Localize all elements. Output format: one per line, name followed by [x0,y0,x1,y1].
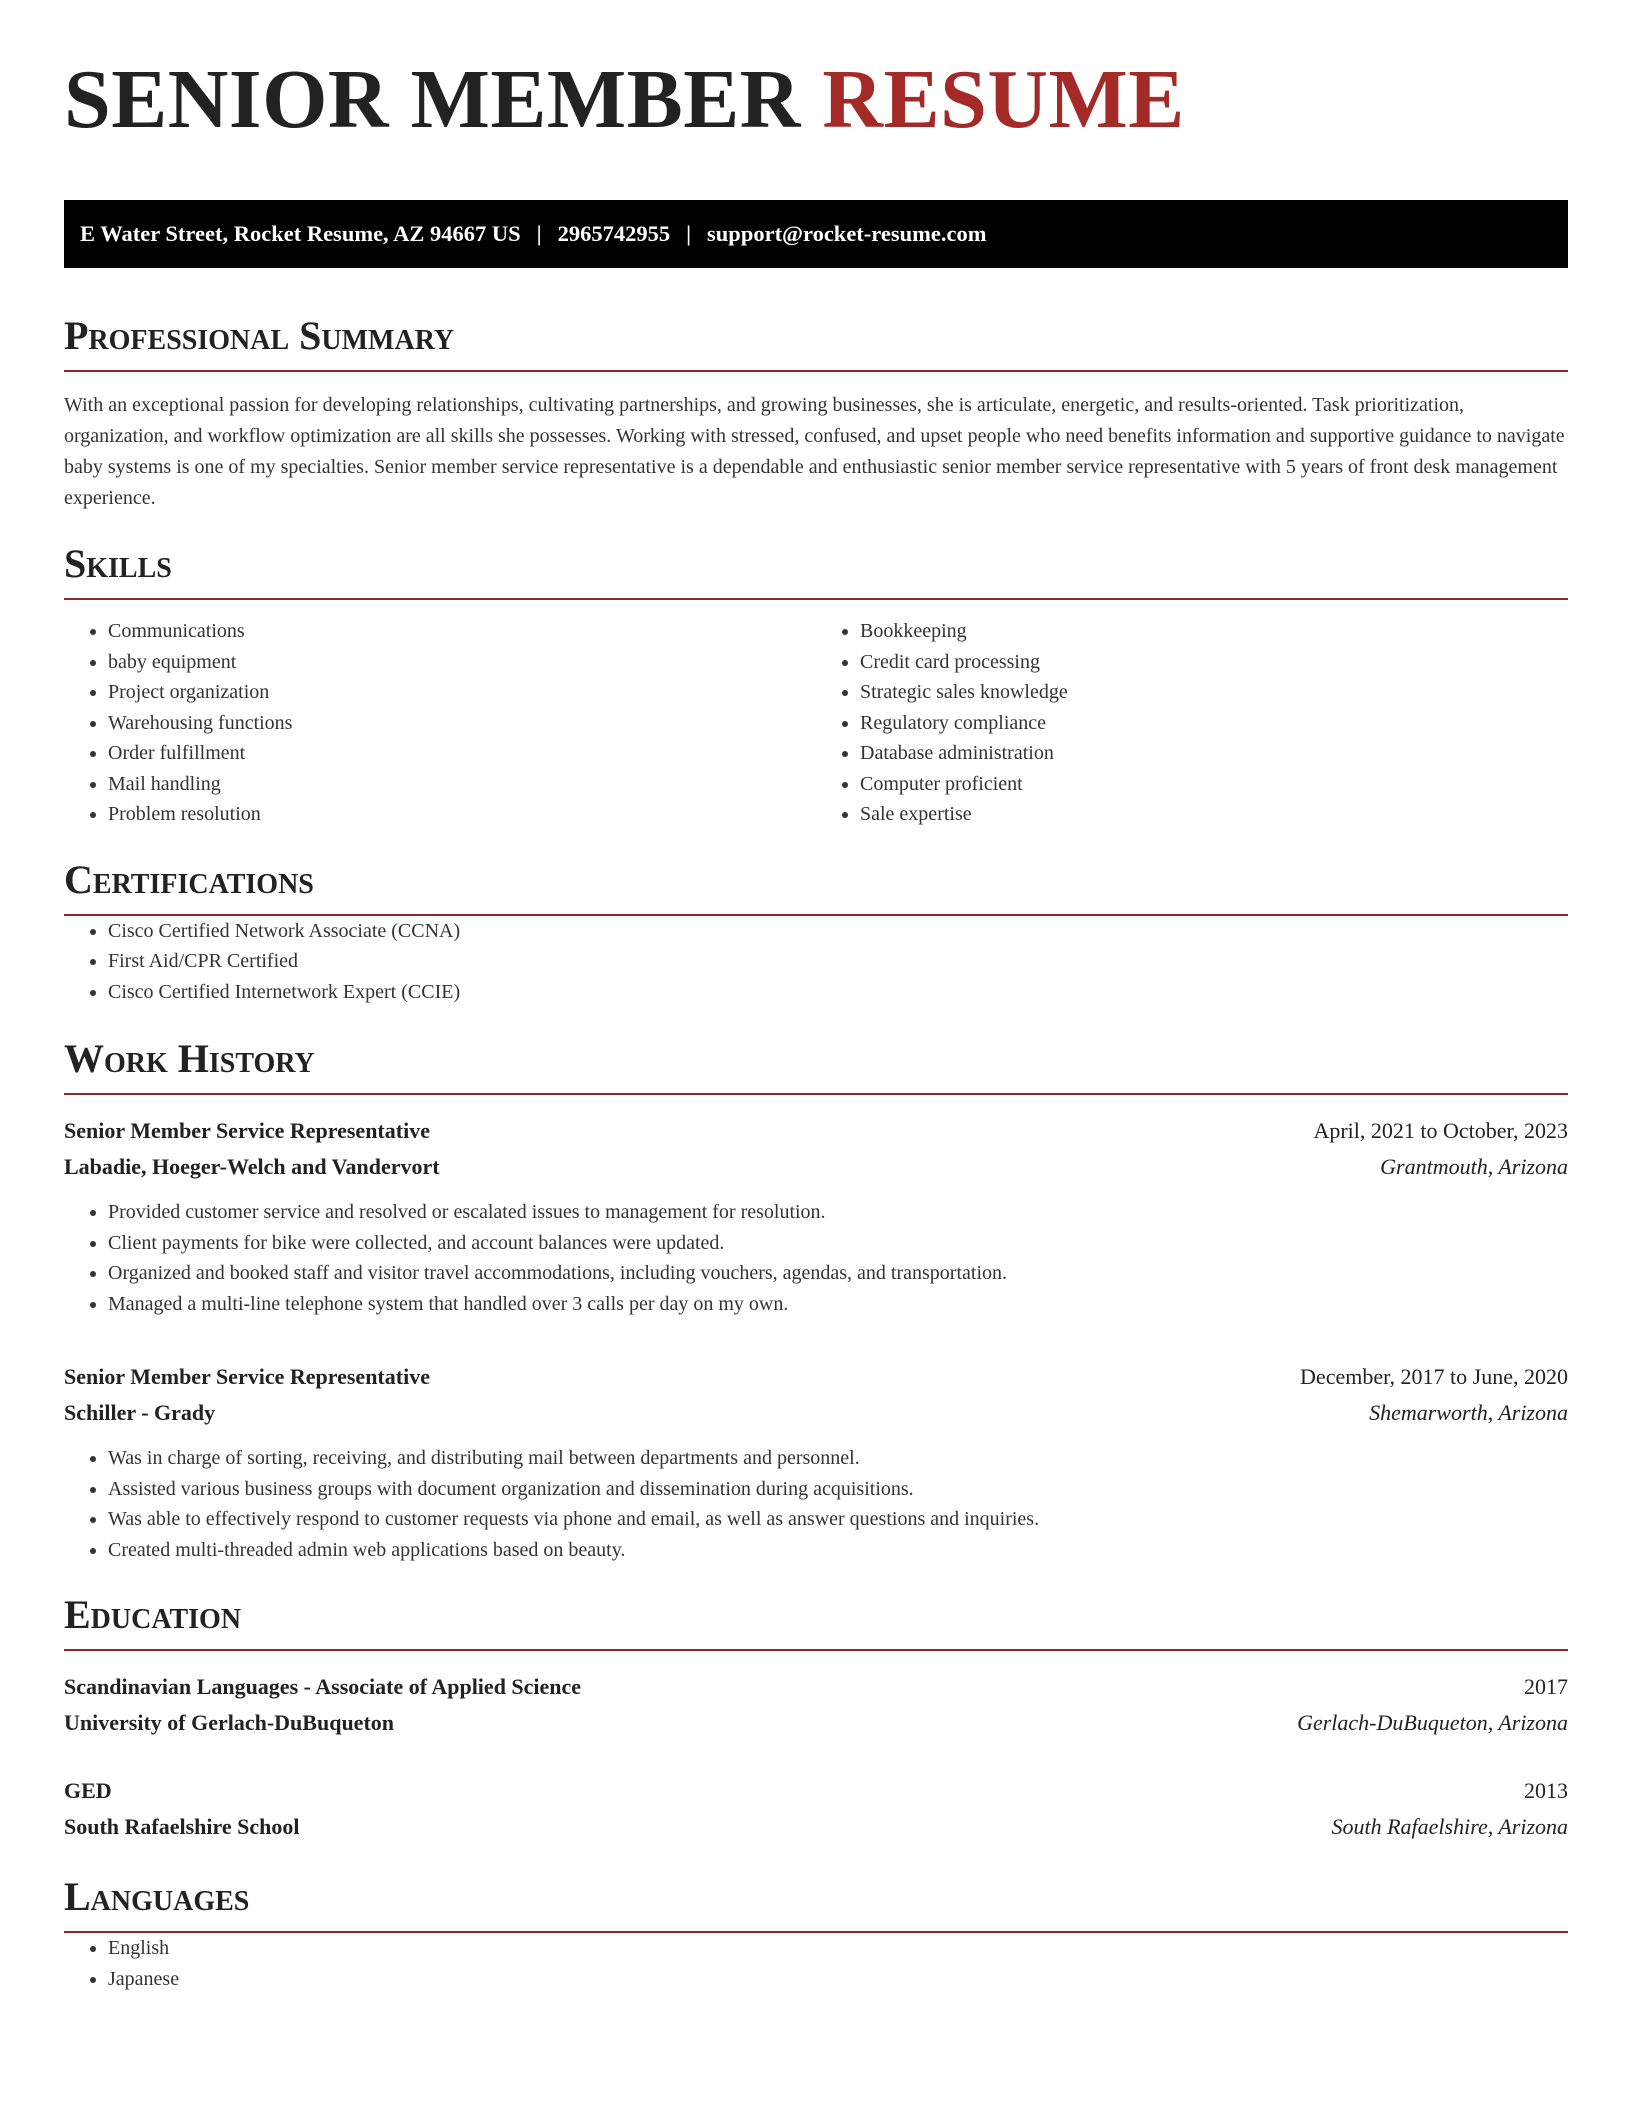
languages-section [64,1874,1568,1994]
skill-item: • baby equipment [108,647,816,678]
job-company-row [64,1395,1568,1431]
education-year: 2017 [1524,1674,1568,1699]
job-dates: April, 2021 to October, 2023 [1313,1118,1568,1143]
job-bullet: • Assisted various business groups with document organization and dissemination during acquisitions. [108,1474,1568,1505]
language-item: • English [108,1933,1568,1964]
job-entry [64,1359,1568,1565]
job-location: Shemarworth, Arizona [1369,1400,1568,1425]
skill-item: • Sale expertise [860,799,1568,830]
job-bullet: • Was able to effectively respond to customer requests via phone and email, as well as answer questions and inquiries. [108,1504,1568,1535]
certification-item: • Cisco Certified Network Associate (CCNA) [108,916,1568,947]
section-heading-work-history: Work History [64,1039,1568,1095]
job-bullet: • Provided customer service and resolved or escalated issues to management for resolution. [108,1197,1568,1228]
education-school-row [64,1705,1568,1741]
title-accent: RESUME [822,53,1185,146]
education-school: South Rafaelshire School [64,1814,300,1839]
job-bullet: • Was in charge of sorting, receiving, and distributing mail between departments and personnel. [108,1443,1568,1474]
education-entry [64,1669,1568,1741]
job-bullet: • Managed a multi-line telephone system that handled over 3 calls per day on my own. [108,1289,1568,1320]
job-entry [64,1113,1568,1319]
job-company: Schiller - Grady [64,1400,216,1425]
skill-item: • Bookkeeping [860,616,1568,647]
language-item: • Japanese [108,1964,1568,1995]
job-company-row [64,1149,1568,1185]
section-heading-summary: Professional Summary [64,316,1568,372]
education-school-row [64,1809,1568,1845]
contact-separator: | [536,221,542,246]
skill-item: • Regulatory compliance [860,708,1568,739]
skill-item: • Database administration [860,738,1568,769]
education-year: 2013 [1524,1778,1568,1803]
certifications-list [64,916,1568,1008]
section-heading-certifications: Certifications [64,860,1568,916]
education-location: South Rafaelshire, Arizona [1331,1814,1568,1839]
job-title: Senior Member Service Representative [64,1364,430,1389]
job-header-row [64,1359,1568,1395]
skills-columns [64,616,1568,830]
section-heading-languages: Languages [64,1877,1568,1933]
section-heading-skills: Skills [64,544,1568,600]
skills-section [64,541,1568,830]
skill-item: • Warehousing functions [108,708,816,739]
contact-phone: 2965742955 [557,221,671,246]
skills-list-left [64,616,816,830]
education-degree: Scandinavian Languages - Associate of Applied Science [64,1674,582,1699]
education-section [64,1592,1568,1845]
contact-email: support@rocket-resume.com [707,221,987,246]
education-school: University of Gerlach-DuBuqueton [64,1710,394,1735]
job-title: Senior Member Service Representative [64,1118,430,1143]
contact-address: E Water Street, Rocket Resume, AZ 94667 US [80,221,521,246]
resume-title [64,53,1568,152]
job-location: Grantmouth, Arizona [1380,1154,1568,1179]
languages-list [64,1933,1568,1994]
skill-item: • Mail handling [108,769,816,800]
job-header-row [64,1113,1568,1149]
skill-item: • Problem resolution [108,799,816,830]
title-main: SENIOR MEMBER [64,53,801,146]
education-entry [64,1773,1568,1845]
education-location: Gerlach-DuBuqueton, Arizona [1297,1710,1568,1735]
skills-list-right [816,616,1568,830]
contact-separator: | [686,221,692,246]
job-company: Labadie, Hoeger-Welch and Vandervort [64,1154,440,1179]
skill-item: • Strategic sales knowledge [860,677,1568,708]
skill-item: • Order fulfillment [108,738,816,769]
job-bullet: • Organized and booked staff and visitor travel accommodations, including vouchers, agendas, and transportation. [108,1258,1568,1289]
education-header-row [64,1773,1568,1809]
job-bullet: • Created multi-threaded admin web applications based on beauty. [108,1535,1568,1566]
certification-item: • First Aid/CPR Certified [108,946,1568,977]
summary-section [64,313,1568,514]
skill-item: • Communications [108,616,816,647]
section-heading-education: Education [64,1595,1568,1651]
skill-item: • Computer proficient [860,769,1568,800]
skill-item: • Project organization [108,677,816,708]
job-bullets [64,1443,1568,1565]
education-header-row [64,1669,1568,1705]
education-degree: GED [64,1778,112,1803]
work-history-section [64,1036,1568,1565]
certifications-section [64,856,1568,1008]
contact-bar [64,200,1568,268]
summary-text: With an exceptional passion for developing relationships, cultivating partnerships, and growing businesses, she is articulate, energetic, and results-oriented. Task prioritization, organization, and workflow optimization are all skills she possesses. Working with stressed, confused, and upset people who need benefits information and supportive guidance to navigate baby systems is one of my specialties. Senior member service representative is a dependable and enthusiastic senior member service representative with 5 years of front desk management experience. [64,394,1565,509]
job-bullets [64,1197,1568,1319]
job-dates: December, 2017 to June, 2020 [1300,1364,1568,1389]
skill-item: • Credit card processing [860,647,1568,678]
job-bullet: • Client payments for bike were collected, and account balances were updated. [108,1228,1568,1259]
certification-item: • Cisco Certified Internetwork Expert (CCIE) [108,977,1568,1008]
